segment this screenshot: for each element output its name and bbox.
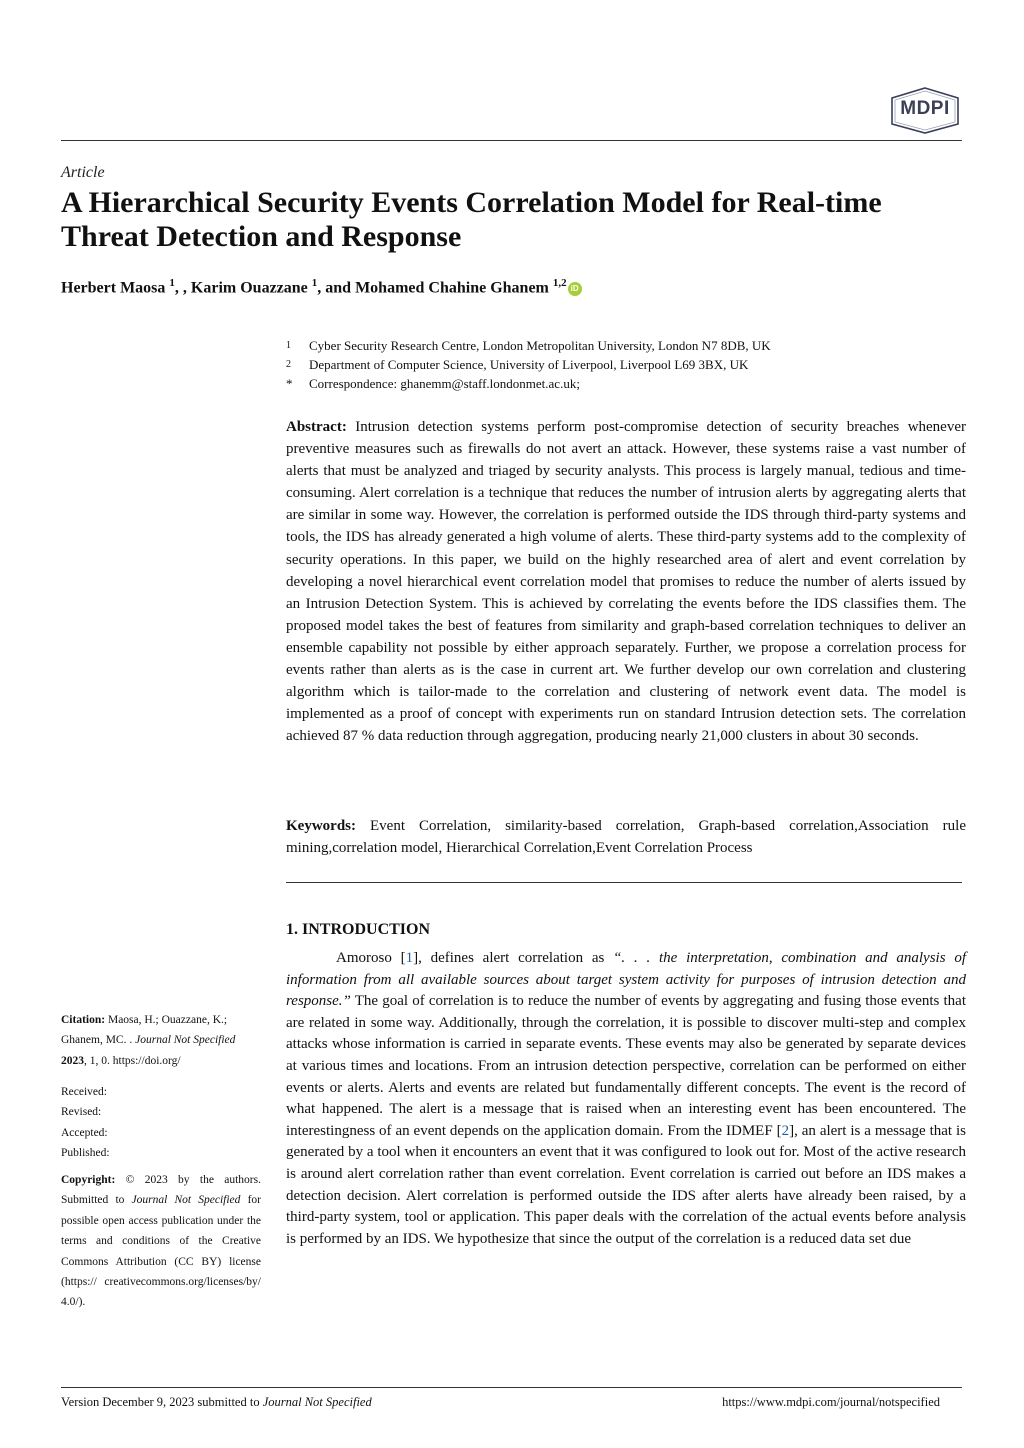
affiliation-mark: 2 <box>286 359 291 370</box>
received-label: Received: <box>61 1086 107 1098</box>
abstract-label: Abstract: <box>286 419 347 435</box>
accepted-label: Accepted: <box>61 1126 108 1139</box>
correspondence-text: Correspondence: ghanemm@staff.londonmet.ac.uk; <box>309 376 580 391</box>
citation-block <box>61 1010 261 1071</box>
affiliation-text: Department of Computer Science, University of Liverpool, Liverpool L69 3BX, UK <box>309 357 749 372</box>
author-name: Herbert Maosa <box>61 279 166 297</box>
author-separator: , , <box>174 279 191 297</box>
affiliation-mark: 1 <box>286 340 291 351</box>
citation-link[interactable]: 1 <box>405 950 414 966</box>
citation-label: Citation: <box>61 1014 106 1026</box>
version-text: Version December 9, 2023 submitted to <box>61 1395 263 1409</box>
orcid-icon[interactable]: iD <box>568 282 582 296</box>
author-name: Mohamed Chahine Ghanem <box>355 279 549 297</box>
header-divider <box>61 140 962 141</box>
intro-text: Amoroso [ <box>336 950 406 966</box>
author-affiliation-mark: 1 <box>311 277 318 289</box>
footer-version <box>61 1395 372 1410</box>
author-affiliation-mark: 1 <box>169 277 175 289</box>
author-separator: , and <box>317 279 356 297</box>
abstract-text: Intrusion detection systems perform post-compromise detection of security breaches whenever preventive measures such as firewalls do not avert an attack. However, these systems raise a vast number of alerts that must be analyzed and triaged by security analysts. This process is largely manual, tedious and time-consuming. Alert correlation is a technique that reduces the number of intrusion alerts by aggregating alerts that are similar in some way. However, the correlation is performed outside the IDS through third-party systems and tools, the IDS has already generated a high volume of alerts. These third-party systems add to the complexity of security operations. In this paper, we build on the highly researched area of alert and event correlation by developing a novel hierarchical event correlation model that promises to reduce the number of alerts issued by an Intrusion Detection System. This is achieved by correlating the events before the IDS classifies them. The proposed model takes the best of features from similarity and graph-based correlation techniques to deliver an ensemble capability not possible by either approach separately. Further, we propose a correlation process for events rather than alerts as is the case in current art. We further develop our own correlation and clustering algorithm which is tailor-made to the correlation and clustering of network event data. The model is implemented as a proof of concept with experiments run on standard Intrusion detection sets. The correlation achieved 87 % data reduction through aggregation, producing nearly 21,000 clusters in about 30 seconds. <box>286 419 966 745</box>
citation-rest: , 1, 0. https://doi.org/ <box>84 1054 181 1067</box>
affiliation-item <box>286 355 771 374</box>
copyright-text: © 2023 by the authors. Submitted to <box>61 1174 261 1207</box>
author-affiliation-mark: 1,2 <box>552 277 567 289</box>
section-heading: 1. INTRODUCTION <box>286 921 431 938</box>
affiliation-item <box>286 374 771 393</box>
revised-label: Revised: <box>61 1106 102 1119</box>
keywords-label: Keywords: <box>286 818 356 834</box>
section-divider <box>286 882 962 883</box>
copyright-text: for possible open access publication under the terms and conditions of the Creative Commons Attribution (CC BY) license (https:// creativecommons.org/licenses/by/ 4.0/). <box>61 1194 261 1309</box>
abstract <box>286 416 966 747</box>
logo-text: MDPI <box>900 98 950 119</box>
dates-block <box>61 1082 261 1164</box>
footer-journal: Journal Not Specified <box>262 1395 372 1409</box>
author-name: Karim Ouazzane <box>190 279 308 297</box>
intro-quote: “. . . the interpretation, combination and analysis of information from all available sources about target system activity for purposes of intrusion detection and response.” <box>286 950 966 1010</box>
publisher-logo <box>888 86 962 134</box>
published-label: Published: <box>61 1147 110 1160</box>
keywords <box>286 815 966 859</box>
citation-link[interactable]: 2 <box>781 1122 790 1139</box>
introduction-paragraph <box>286 948 966 1250</box>
copyright-journal: Journal Not Specified <box>131 1194 241 1207</box>
affiliation-text: Cyber Security Research Centre, London Metropolitan University, London N7 8DB, UK <box>309 338 771 353</box>
intro-text: ], an alert is a message that is generated by a tool when it encounters an event that it was configured to look out for. Most of the active research is around alert correlation rather than event correlation. Event correlation is carried out before an IDS makes a detection decision. Alert correlation is performed outside the IDS after alerts have already been raised, by a third-party system, tool or application. This paper deals with the correlation of the actual events before analysis is performed by an IDS. We hypothesize that since the output of the correlation is a reduced data set due <box>286 1122 966 1247</box>
intro-text: ], defines alert correlation as <box>413 950 614 966</box>
paper-title: A Hierarchical Security Events Correlation Model for Real-time Threat Detection and Response <box>61 186 882 253</box>
author-list <box>61 277 582 297</box>
footer-url[interactable]: https://www.mdpi.com/journal/notspecified <box>722 1395 940 1409</box>
keywords-text: Event Correlation, similarity-based correlation, Graph-based correlation,Association rule mining,correlation model, Hierarchical Correlation,Event Correlation Process <box>286 818 967 857</box>
affiliation-mark: * <box>286 376 293 391</box>
affiliation-item <box>286 336 771 355</box>
copyright-label: Copyright: <box>61 1174 116 1186</box>
citation-year: 2023 <box>61 1054 84 1067</box>
article-type: Article <box>61 164 105 181</box>
intro-text: The goal of correlation is to reduce the number of events by aggregating and fusing those events that are related in some way. Additionally, through the correlation, it is possible to discover multi-step and complex attacks whose information is carried in separate events. These events may also be generated by separate devices at various times and locations. From an intrusion detection perspective, correlation can be performed on either events or alerts. Alerts and events are related but fundamentally different concepts. The event is the record of what happened. The alert is a message that is raised when an interesting event has been encountered. The interestingness of an event depends on the application domain. From the IDMEF [ <box>286 993 966 1139</box>
footer-divider <box>61 1387 962 1388</box>
citation-journal: Journal Not Specified <box>135 1034 236 1047</box>
copyright-block <box>61 1170 261 1313</box>
affiliations <box>286 336 771 393</box>
citation-text: Maosa, H.; Ouazzane, K.; Ghanem, MC. . <box>61 1014 228 1047</box>
